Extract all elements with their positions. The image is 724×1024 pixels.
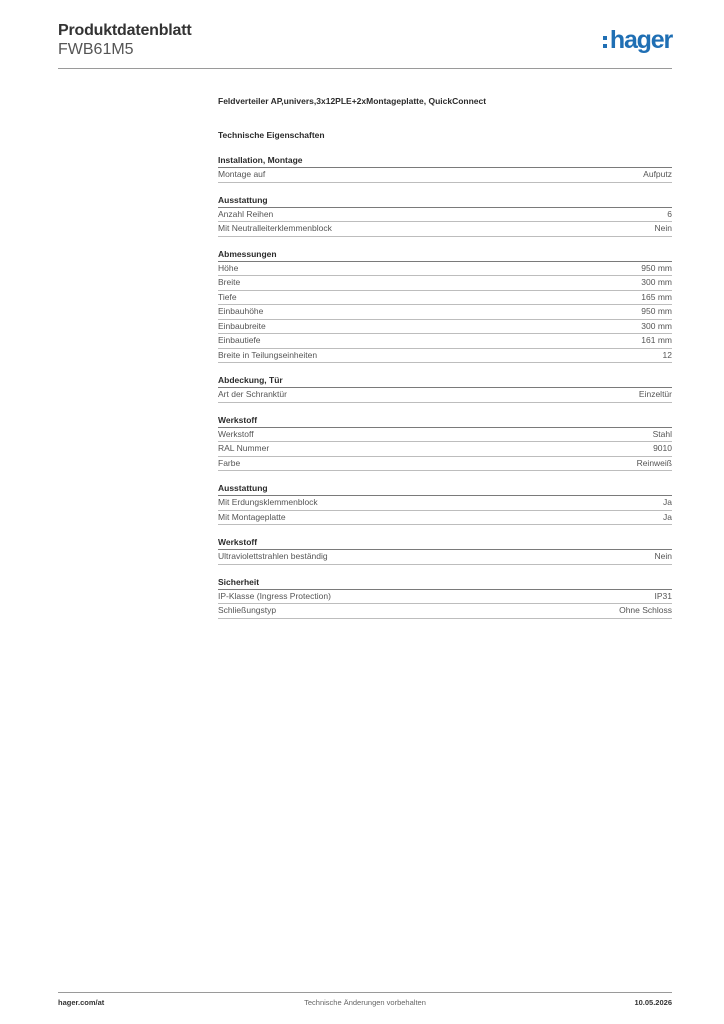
property-value: 165 mm — [641, 291, 672, 302]
footer-divider — [58, 992, 672, 993]
page-header — [58, 20, 672, 70]
property-value: 950 mm — [641, 262, 672, 273]
property-row — [218, 428, 672, 443]
property-section — [218, 577, 672, 619]
datasheet-content — [218, 95, 672, 619]
property-label: Einbautiefe — [218, 335, 261, 345]
property-value: Nein — [654, 223, 672, 233]
property-label: Ultraviolettstrahlen beständig — [218, 551, 328, 561]
section-heading: Abdeckung, Tür — [218, 375, 672, 388]
property-value: Einzeltür — [638, 389, 672, 399]
property-label: Breite — [218, 277, 241, 287]
property-label: Werkstoff — [218, 428, 254, 439]
property-section — [218, 249, 672, 364]
page-footer — [58, 998, 672, 1010]
property-row — [218, 550, 672, 565]
property-row — [218, 320, 672, 335]
property-value: Aufputz — [643, 169, 672, 179]
property-row — [218, 349, 672, 364]
property-value: 300 mm — [641, 277, 672, 287]
property-label: Schließungstyp — [218, 605, 277, 615]
property-label: Mit Montageplatte — [218, 511, 286, 522]
property-value: 6 — [667, 208, 672, 219]
section-heading: Werkstoff — [218, 537, 672, 550]
logo-dots-icon — [603, 32, 607, 50]
property-row — [218, 590, 672, 605]
property-value: Ohne Schloss — [619, 605, 672, 615]
property-row — [218, 305, 672, 320]
property-label: Einbauhöhe — [218, 306, 264, 316]
section-heading: Abmessungen — [218, 249, 672, 262]
footer-date: 10.05.2026 — [634, 998, 672, 1007]
property-row — [218, 208, 672, 223]
footer-notice: Technische Änderungen vorbehalten — [304, 998, 426, 1007]
property-label: Breite in Teilungseinheiten — [218, 349, 318, 360]
property-row — [218, 496, 672, 511]
property-value: 12 — [662, 349, 672, 360]
header-divider — [58, 68, 672, 69]
section-heading: Installation, Montage — [218, 155, 672, 168]
property-row — [218, 222, 672, 237]
property-label: IP-Klasse (Ingress Protection) — [218, 590, 331, 601]
property-value: Nein — [654, 551, 672, 561]
property-label: Art der Schranktür — [218, 389, 287, 399]
property-value: 9010 — [653, 443, 672, 453]
section-heading: Ausstattung — [218, 195, 672, 208]
property-value: 161 mm — [641, 335, 672, 345]
property-value: Ja — [663, 511, 672, 522]
product-code: FWB61M5 — [58, 41, 134, 58]
property-value: Ja — [663, 497, 672, 507]
property-section — [218, 415, 672, 472]
property-label: Tiefe — [218, 291, 237, 302]
property-label: Mit Neutralleiterklemmenblock — [218, 223, 332, 233]
property-section — [218, 195, 672, 237]
property-row — [218, 276, 672, 291]
property-label: Farbe — [218, 457, 241, 468]
property-value: Stahl — [652, 428, 672, 439]
section-heading: Sicherheit — [218, 577, 672, 590]
property-label: Höhe — [218, 262, 239, 273]
product-description: Feldverteiler AP,univers,3x12PLE+2xMontageplatte, QuickConnect — [218, 96, 487, 106]
property-section — [218, 537, 672, 565]
property-value: 950 mm — [641, 306, 672, 316]
property-value: Reinweiß — [636, 457, 672, 468]
property-row — [218, 388, 672, 403]
property-row — [218, 168, 672, 183]
section-heading: Werkstoff — [218, 415, 672, 428]
property-sections — [218, 155, 672, 619]
property-row — [218, 442, 672, 457]
document-title: Produktdatenblatt — [58, 22, 192, 39]
property-label: Einbaubreite — [218, 320, 266, 331]
property-row — [218, 457, 672, 472]
property-row — [218, 604, 672, 619]
logo-text: hager — [609, 26, 672, 54]
property-label: RAL Nummer — [218, 443, 270, 453]
property-section — [218, 155, 672, 183]
property-label: Montage auf — [218, 169, 266, 179]
section-heading: Ausstattung — [218, 483, 672, 496]
property-row — [218, 334, 672, 349]
property-label: Anzahl Reihen — [218, 208, 274, 219]
property-row — [218, 291, 672, 306]
property-row — [218, 511, 672, 526]
hager-logo — [603, 28, 672, 53]
footer-website: hager.com/at — [58, 998, 105, 1007]
property-value: 300 mm — [641, 320, 672, 331]
technical-properties-title: Technische Eigenschaften — [218, 130, 325, 140]
property-section — [218, 375, 672, 403]
property-label: Mit Erdungsklemmenblock — [218, 497, 318, 507]
property-section — [218, 483, 672, 525]
property-row — [218, 262, 672, 277]
property-value: IP31 — [654, 590, 672, 601]
